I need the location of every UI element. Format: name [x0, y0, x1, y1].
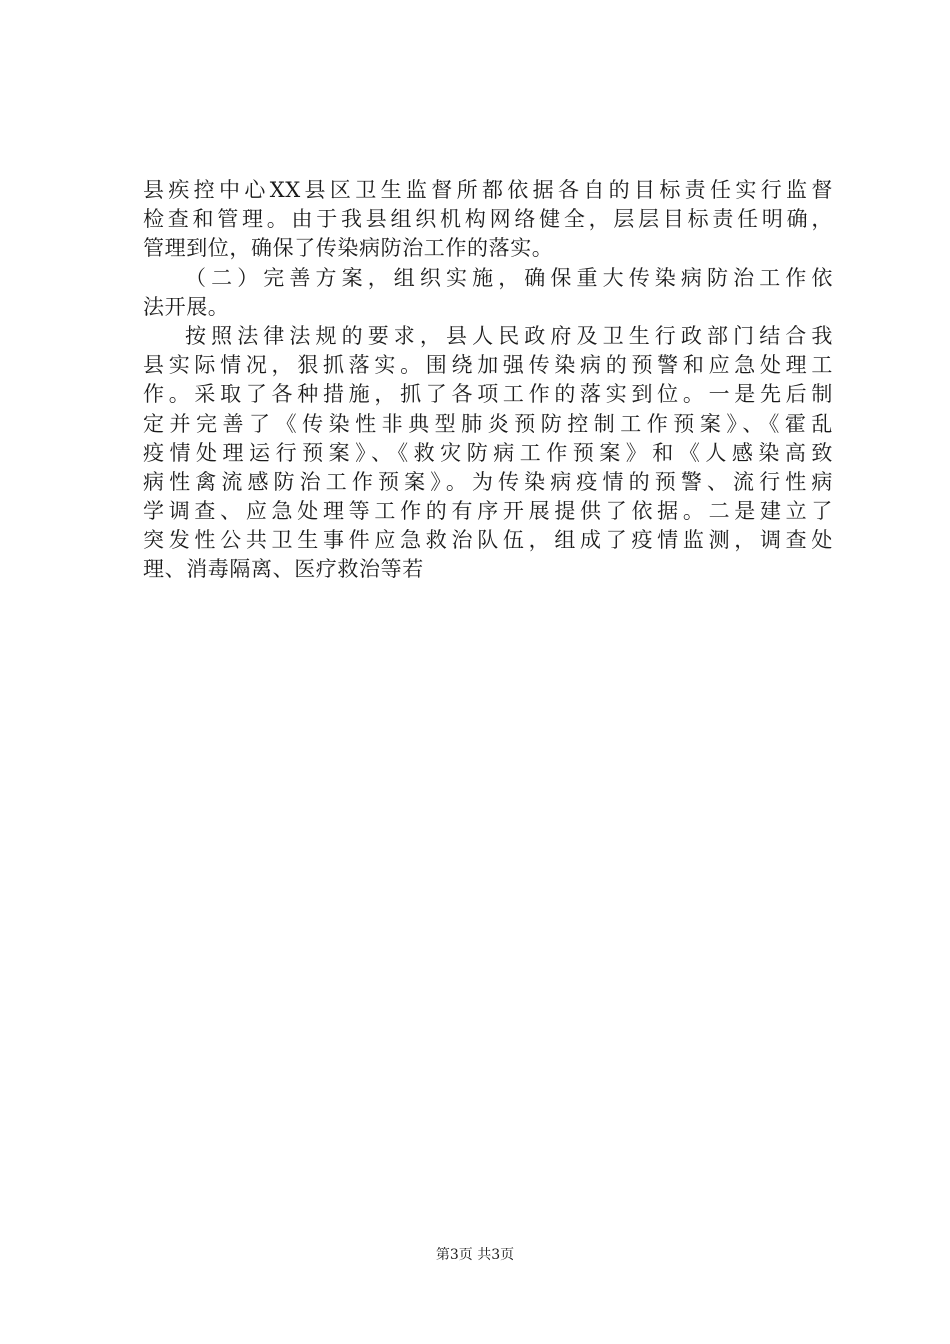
body-text — [143, 176, 833, 585]
text-line: 按照法律法规的要求，县人民政府及卫生行政部门结合我 — [185, 323, 833, 348]
text-line: 县疾控中心XX县区卫生监督所都依据各自的目标责任实行监督 — [143, 178, 833, 202]
text-line: 学调查、应急处理等工作的有序开展提供了依据。二是建立了 — [143, 499, 833, 524]
section-heading-line: 法开展。 — [143, 294, 230, 319]
text-line: 检查和管理。由于我县组织机构网络健全，层层目标责任明确， — [143, 207, 833, 232]
text-line: 病性禽流感防治工作预案》。为传染病疫情的预警、流行性病 — [143, 469, 833, 494]
text-line: 管理到位，确保了传染病防治工作的落实。 — [143, 236, 554, 261]
section-heading-line: （二）完善方案，组织实施，确保重大传染病防治工作依 — [185, 265, 833, 290]
page-number-footer: 第3页 共3页 — [435, 1247, 515, 1263]
text-line: 定并完善了《传染性非典型肺炎预防控制工作预案》、《霍乱 — [143, 411, 833, 436]
text-line: 作。采取了各种措施，抓了各项工作的落实到位。一是先后制 — [143, 382, 833, 407]
text-line: 县实际情况，狠抓落实。围绕加强传染病的预警和应急处理工 — [143, 353, 833, 378]
text-line: 理、消毒隔离、医疗救治等若 — [143, 557, 424, 582]
text-line: 疫情处理运行预案》、《救灾防病工作预案》和《人感染高致 — [143, 440, 833, 465]
text-line: 突发性公共卫生事件应急救治队伍，组成了疫情监测，调查处 — [143, 528, 833, 553]
